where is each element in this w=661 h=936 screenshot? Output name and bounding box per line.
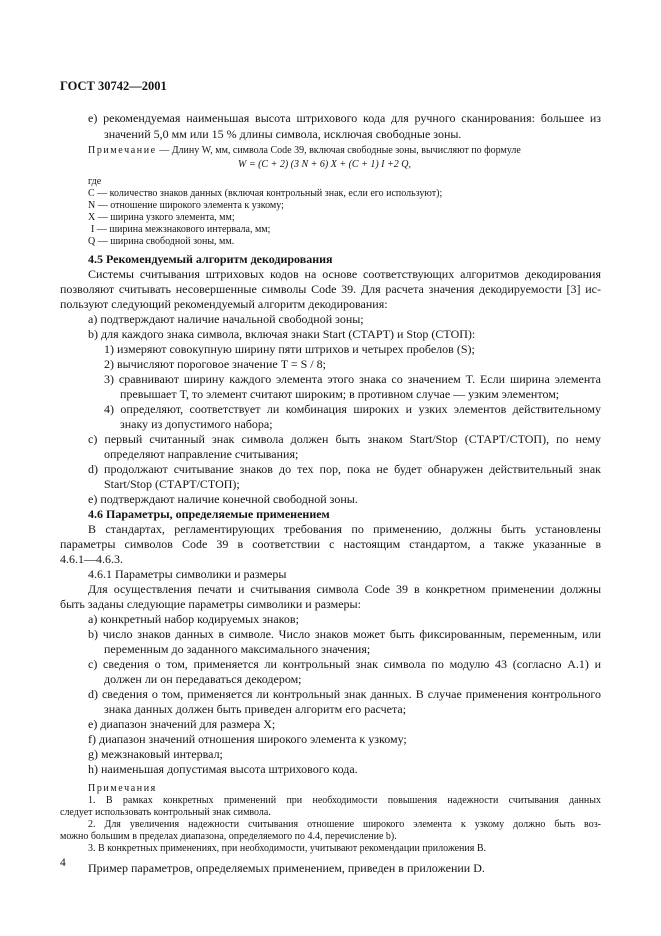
s461-para-line-2: быть заданы следующие параметры символики и размеры:	[60, 597, 361, 611]
s45-item-b4-line-1: 4) определяют, соответствует ли комбинация широких и узких элементов действительному	[104, 402, 601, 416]
s461-item-f: f) диапазон значений отношения широкого элемента к узкому;	[88, 732, 407, 746]
note-text: — Длину W, мм, символа Code 39, включая свободные зоны, вычисляют по формуле	[156, 145, 521, 156]
note-label: Примечание	[88, 145, 157, 156]
note-1-line-2: следует использовать контрольный знак символа.	[60, 807, 271, 818]
s45-para-line-3: пользуют следующий рекомендуемый алгоритм декодирования:	[60, 297, 388, 311]
s45-item-b3-line-2: превышает T, то элемент считают широким; в противном случае — узким элементом;	[120, 387, 560, 401]
s461-item-d-line-2: знака данных должен быть приведен алгоритм его расчета;	[104, 702, 407, 716]
s45-para-line-1: Системы считывания штриховых кодов на основе соответствующих алгоритмов декодирования	[88, 267, 601, 281]
subsection-4-6-1-heading: 4.6.1 Параметры символики и размеры	[88, 567, 287, 581]
s46-para-line-3: 4.6.1—4.6.3.	[60, 552, 123, 566]
s45-item-b2: 2) вычисляют пороговое значение T = S / 8;	[104, 357, 326, 371]
definition-i: I — ширина межзнакового интервала, мм;	[91, 224, 271, 235]
s45-item-b: b) для каждого знака символа, включая знаки Start (СТАРТ) и Stop (СТОП):	[88, 327, 476, 341]
s46-para-line-2: параметры символов Code 39 в соответствии с настоящим стандартом, а также указанные в	[60, 537, 601, 551]
s461-item-d-line-1: d) сведения о том, применяется ли контрольный знак данных. В случае применения контрольного	[88, 687, 601, 701]
s45-item-c-line-1: c) первый считанный знак символа должен быть знаком Start/Stop (СТАРТ/СТОП), по нему	[88, 432, 601, 446]
page-number: 4	[60, 857, 66, 869]
s461-item-e: e) диапазон значений для размера X;	[88, 717, 276, 731]
s461-item-c-line-1: c) сведения о том, применяется ли контрольный знак символа по модулю 43 (согласно А.1) и	[88, 657, 601, 671]
formula-w: W = (C + 2) (3 N + 6) X + (C + 1) I +2 Q,	[238, 159, 411, 170]
s45-item-a: a) подтверждают наличие начальной свободной зоны;	[88, 312, 364, 326]
s461-item-h: h) наименьшая допустимая высота штрихового кода.	[88, 762, 358, 776]
s461-item-g: g) межзнаковый интервал;	[88, 747, 223, 761]
s45-item-b1: 1) измеряют совокупную ширину пяти штрихов и четырех пробелов (S);	[104, 342, 475, 356]
s45-item-b4-line-2: знаку из допустимого набора;	[120, 417, 273, 431]
note-2-line-2: можно большим в пределах диапазона, определяемого по 4.4, перечисление b).	[60, 831, 397, 842]
item-e-line-1: е) рекомендуемая наименьшая высота штрихового кода для ручного сканирования: большее из	[88, 111, 601, 125]
definition-x: X — ширина узкого элемента, мм;	[88, 212, 235, 223]
notes-label: Примечания	[88, 783, 157, 794]
final-paragraph: Пример параметров, определяемых применением, приведен в приложении D.	[88, 861, 485, 875]
s461-item-a: a) конкретный набор кодируемых знаков;	[88, 612, 299, 626]
section-4-5-heading: 4.5 Рекомендуемый алгоритм декодирования	[88, 252, 333, 266]
definition-c: C — количество знаков данных (включая контрольный знак, если его используют);	[88, 188, 443, 199]
s45-item-c-line-2: определяют направление считывания;	[104, 447, 299, 461]
s45-item-d-line-1: d) продолжают считывание знаков до тех пор, пока не будет обнаружен действительный знак	[88, 462, 601, 476]
where-label: где	[88, 176, 102, 187]
note-line	[88, 145, 521, 157]
note-3: 3. В конкретных применениях, при необходимости, учитывают рекомендации приложения В.	[88, 843, 487, 854]
definition-q: Q — ширина свободной зоны, мм.	[88, 236, 235, 247]
s461-para-line-1: Для осуществления печати и считывания символа Code 39 в конкретном применении должны	[88, 582, 601, 596]
s45-item-d-line-2: Start/Stop (СТАРТ/СТОП);	[104, 477, 240, 491]
s45-para-line-2: позволяют считывать несовершенные символы Code 39. Для расчета значения декодируемости [3] ис-	[60, 282, 601, 296]
s461-item-b-line-2: переменным до заданного максимального значения;	[104, 642, 371, 656]
note-1-line-1: 1. В рамках конкретных применений при необходимости повышения надежности считывания данных	[88, 795, 601, 806]
s45-item-b3-line-1: 3) сравнивают ширину каждого элемента этого знака со значением T. Если ширина элемента	[104, 372, 601, 386]
s46-para-line-1: В стандартах, регламентирующих требования по применению, должны быть установлены	[88, 522, 601, 536]
s461-item-c-line-2: должен ли он передаваться декодером;	[104, 672, 302, 686]
document-code-header: ГОСТ 30742—2001	[60, 79, 167, 93]
s461-item-b-line-1: b) число знаков данных в символе. Число знаков может быть фиксированным, переменным, или	[88, 627, 601, 641]
s45-item-e: e) подтверждают наличие конечной свободной зоны.	[88, 492, 358, 506]
note-2-line-1: 2. Для увеличения надежности считывания отношение широкого элемента к узкому должно быть воз-	[88, 819, 601, 830]
item-e-line-2: значений 5,0 мм или 15 % длины символа, исключая свободные зоны.	[104, 127, 462, 141]
section-4-6-heading: 4.6 Параметры, определяемые применением	[88, 507, 330, 521]
definition-n: N — отношение широкого элемента к узкому;	[88, 200, 284, 211]
